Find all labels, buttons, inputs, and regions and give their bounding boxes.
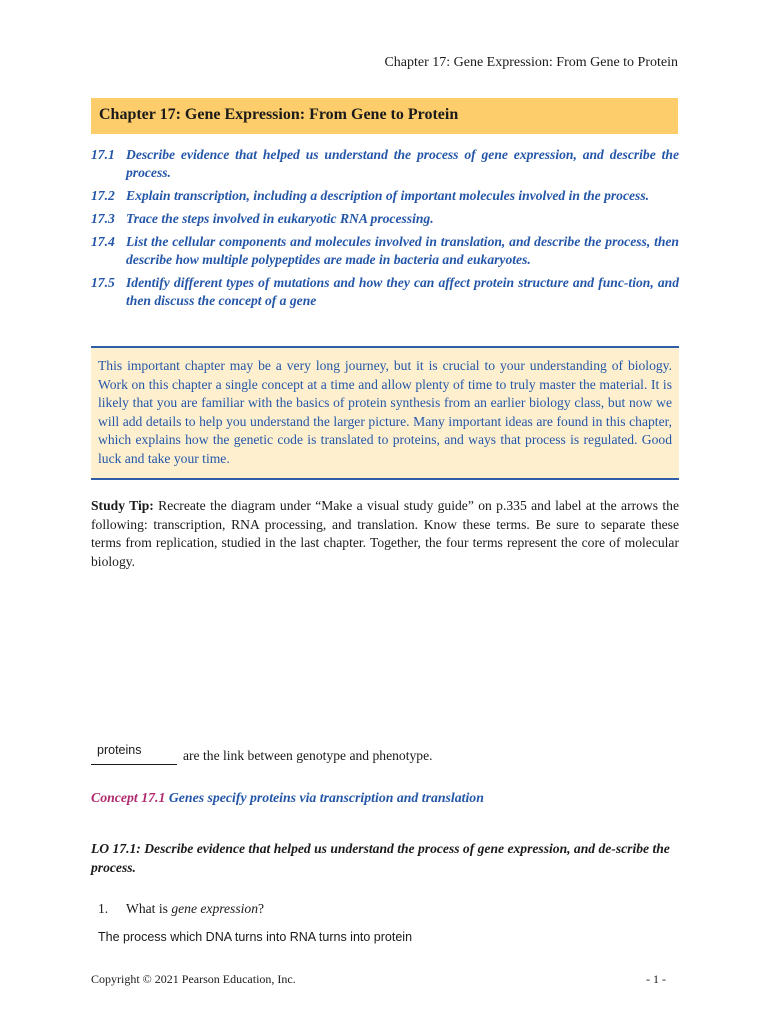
- question-suffix: ?: [258, 901, 265, 916]
- learning-objective-heading: LO 17.1: Describe evidence that helped us understand the process of gene expression, and de-scribe the process.: [91, 841, 670, 875]
- objective-number: 17.4: [91, 234, 115, 249]
- objective-item: [91, 146, 679, 182]
- objective-text: Explain transcription, including a description of important molecules involved in the process.: [126, 188, 650, 203]
- concept-title: Genes specify proteins via transcription and translation: [168, 790, 484, 805]
- copyright-footer: Copyright © 2021 Pearson Education, Inc.: [91, 972, 296, 986]
- answer-1[interactable]: The process which DNA turns into RNA turns into protein: [98, 930, 413, 944]
- objective-text: List the cellular components and molecules involved in translation, and describe the process, then describe how multiple polypeptides are made in bacteria and eukaryotes.: [126, 234, 679, 267]
- objective-item: [91, 233, 679, 269]
- objective-item: [91, 187, 679, 205]
- study-tip: [91, 497, 679, 571]
- learning-objectives: [91, 146, 679, 315]
- intro-callout: This important chapter may be a very long journey, but it is crucial to your understanding of biology. Work on this chapter a single concept at a time and allow plenty of time to truly master the material. It is likely that you are familiar with the basics of protein synthesis from an earlier biology class, but now we will add details to help you understand the larger picture. Many important ideas are found in this chapter, which explains how the genetic code is translated to proteins, and ways that process is regulated. Good luck and take your time.: [91, 346, 679, 480]
- chapter-title: Chapter 17: Gene Expression: From Gene to Protein: [91, 98, 678, 134]
- objective-number: 17.1: [91, 147, 115, 162]
- objective-number: 17.2: [91, 188, 115, 203]
- question-1: [98, 901, 264, 917]
- page-number: - 1 -: [646, 972, 666, 986]
- question-prefix: What is: [126, 901, 172, 916]
- objective-text: Trace the steps involved in eukaryotic RNA processing.: [126, 211, 434, 226]
- objective-number: 17.5: [91, 275, 115, 290]
- question-term: gene expression: [171, 901, 259, 916]
- fill-blank-sentence: are the link between genotype and phenotype.: [183, 748, 433, 763]
- running-header: Chapter 17: Gene Expression: From Gene to Protein: [384, 55, 678, 70]
- objective-text: Describe evidence that helped us understand the process of gene expression, and describe the process.: [126, 147, 679, 180]
- concept-heading: [91, 790, 484, 806]
- objective-number: 17.3: [91, 211, 115, 226]
- objective-item: [91, 210, 679, 228]
- question-number: 1.: [98, 901, 109, 916]
- objective-text: Identify different types of mutations and how they can affect protein structure and func-tion, and then discuss the concept of a gene: [126, 275, 679, 308]
- study-tip-text: Recreate the diagram under “Make a visual study guide” on p.335 and label at the arrows the following: transcription, RNA processing, and translation. Know these terms. Be sure to separate these terms from replication, studied in the last chapter. Together, the four terms represent the core of molecular biology.: [91, 498, 679, 569]
- objective-item: [91, 274, 679, 310]
- fill-blank-answer[interactable]: proteins: [97, 743, 142, 757]
- study-tip-label: Study Tip:: [91, 498, 154, 513]
- concept-label: Concept 17.1: [91, 790, 166, 805]
